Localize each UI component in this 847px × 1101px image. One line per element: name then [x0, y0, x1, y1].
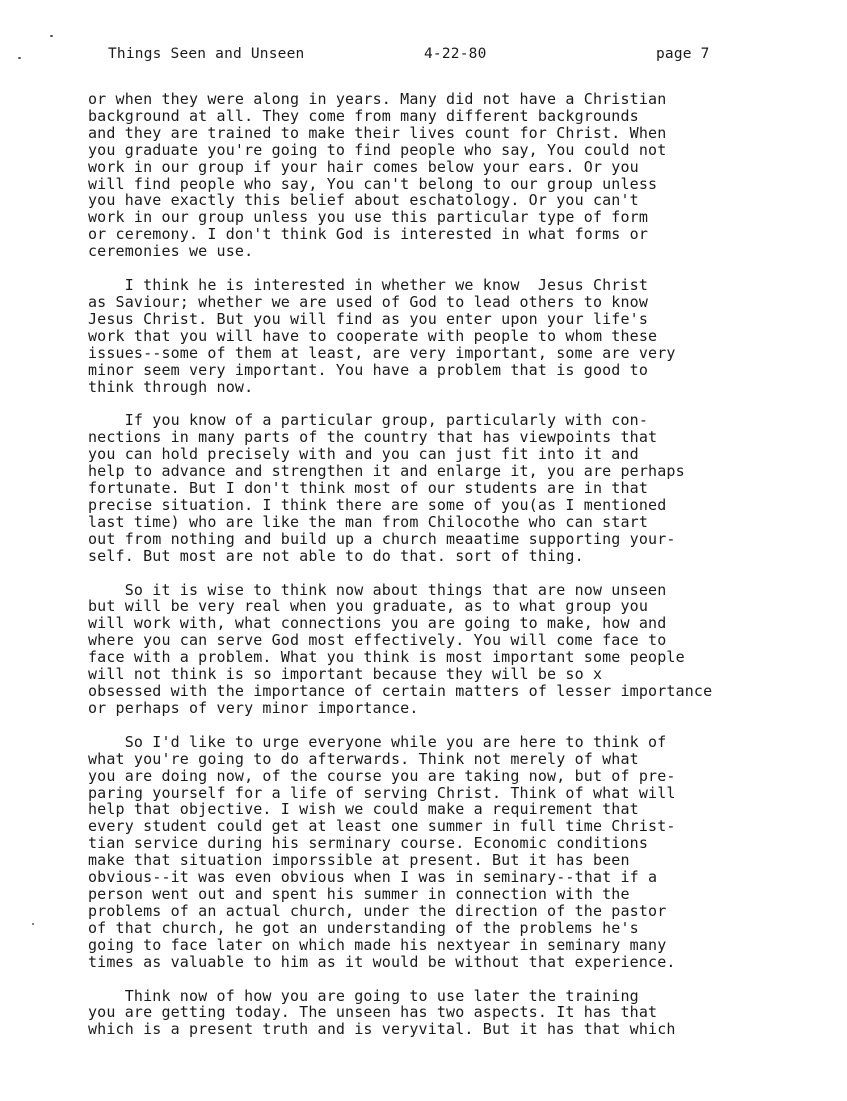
text-line: and they are trained to make their lives count for Christ. When	[88, 123, 667, 142]
text-line: So I'd like to urge everyone while you are here to think of	[88, 732, 667, 751]
body-text	[88, 91, 808, 1055]
text-line: work in our group unless you use this particular type of form	[88, 208, 649, 227]
text-line: person went out and spent his summer in connection with the	[88, 884, 630, 903]
text-line: ceremonies we use.	[88, 242, 254, 261]
paragraph	[88, 277, 808, 395]
page-header	[108, 46, 728, 68]
text-line: obvious--it was even obvious when I was in seminary--that if a	[88, 868, 658, 887]
text-line: you are getting today. The unseen has two aspects. It has that	[88, 1003, 658, 1022]
text-line: If you know of a particular group, particularly with con-	[88, 411, 649, 430]
text-line: you are doing now, of the course you are taking now, but of pre-	[88, 766, 676, 785]
text-line: precise situation. I think there are some of you(as I mentioned	[88, 495, 667, 514]
text-line: will find people who say, You can't belong to our group unless	[88, 174, 658, 193]
text-line: help to advance and strengthen it and enlarge it, you are perhaps	[88, 462, 685, 481]
scan-speck	[32, 923, 34, 925]
paragraph	[88, 734, 808, 971]
text-line: obsessed with the importance of certain matters of lesser importance	[88, 682, 713, 700]
text-line: you graduate you're going to find people who say, You could not	[88, 140, 667, 159]
scan-speck	[18, 57, 21, 59]
text-line: nections in many parts of the country that has viewpoints that	[88, 428, 658, 447]
text-line: paring yourself for a life of serving Christ. Think of what will	[88, 783, 676, 802]
text-line: work in our group if your hair comes below your ears. Or you	[88, 157, 639, 176]
text-line: as Saviour; whether we are used of God to lead others to know	[88, 292, 649, 311]
text-line: or when they were along in years. Many did not have a Christian	[88, 90, 667, 108]
text-line: self. But most are not able to do that. sort of thing.	[88, 546, 584, 565]
scan-speck	[50, 35, 53, 37]
text-line: Jesus Christ. But you will find as you enter upon your life's	[88, 309, 649, 328]
text-line: fortunate. But I don't think most of our students are in that	[88, 479, 649, 498]
text-line: which is a present truth and is veryvital. But it has that which	[88, 1020, 676, 1039]
paragraph	[88, 988, 808, 1039]
text-line: Think now of how you are going to use later the training	[88, 986, 639, 1005]
text-line: last time) who are like the man from Chilocothe who can start	[88, 512, 649, 531]
paragraph	[88, 91, 808, 260]
text-line: or perhaps of very minor importance.	[88, 698, 419, 717]
document-date: 4-22-80	[424, 46, 487, 62]
text-line: you can hold precisely with and you can just fit into it and	[88, 445, 639, 464]
paragraph	[88, 412, 808, 564]
text-line: minor seem very important. You have a problem that is good to	[88, 360, 649, 379]
text-line: So it is wise to think now about things that are now unseen	[88, 580, 667, 599]
text-line: think through now.	[88, 377, 254, 396]
text-line: will not think is so important because they will be so x	[88, 665, 603, 684]
text-line: help that objective. I wish we could make a requirement that	[88, 800, 639, 819]
text-line: of that church, he got an understanding of the problems he's	[88, 918, 639, 937]
text-line: problems of an actual church, under the direction of the pastor	[88, 901, 667, 920]
document-title: Things Seen and Unseen	[108, 46, 305, 62]
text-line: out from nothing and build up a church meaatime supporting your-	[88, 529, 676, 548]
text-line: every student could get at least one summer in full time Christ-	[88, 817, 676, 836]
text-line: face with a problem. What you think is most important some people	[88, 648, 685, 667]
text-line: will work with, what connections you are going to make, how and	[88, 614, 667, 633]
text-line: where you can serve God most effectively. You will come face to	[88, 631, 667, 650]
text-line: make that situation imporssible at present. But it has been	[88, 851, 630, 870]
text-line: what you're going to do afterwards. Think not merely of what	[88, 749, 639, 768]
text-line: I think he is interested in whether we know Jesus Christ	[88, 276, 649, 295]
text-line: tian service during his serminary course. Economic conditions	[88, 834, 649, 853]
text-line: or ceremony. I don't think God is interested in what forms or	[88, 225, 649, 244]
text-line: you have exactly this belief about eschatology. Or you can't	[88, 191, 639, 210]
text-line: but will be very real when you graduate, as to what group you	[88, 597, 649, 616]
text-line: issues--some of them at least, are very important, some are very	[88, 343, 676, 362]
text-line: times as valuable to him as it would be without that experience.	[88, 952, 676, 971]
paragraph	[88, 582, 808, 717]
text-line: work that you will have to cooperate with people to whom these	[88, 326, 658, 345]
text-line: going to face later on which made his nextyear in seminary many	[88, 935, 667, 954]
text-line: background at all. They come from many different backgrounds	[88, 106, 639, 125]
page-number: page 7	[656, 46, 710, 62]
